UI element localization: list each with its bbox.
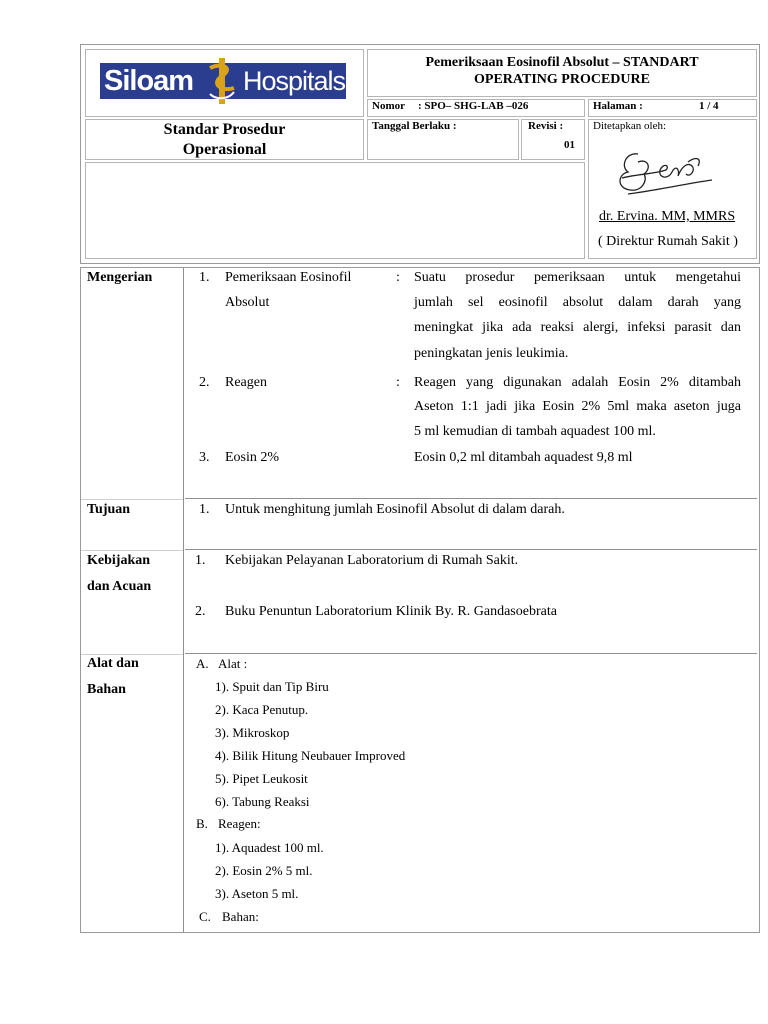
tujuan-label: Tujuan xyxy=(87,502,131,517)
term-text: Eosin 2% xyxy=(225,450,280,465)
logo-right-text: Hospitals xyxy=(243,66,346,96)
row-divider-1 xyxy=(185,498,757,499)
definition-line: Eosin 0,2 ml ditambah aquadest 9,8 ml xyxy=(414,450,633,465)
term-text: Absolut xyxy=(225,295,270,310)
row-divider-2b xyxy=(81,550,183,551)
siloam-logo xyxy=(100,60,346,102)
kebijakan-label-line1: Kebijakan xyxy=(87,553,151,568)
alat-label-line2: Bahan xyxy=(87,682,126,697)
kebijakan-text: Kebijakan Pelayanan Laboratorium di Rumah Sakit. xyxy=(225,553,519,568)
row-divider-3 xyxy=(185,653,757,654)
definition-line: Reagen yang digunakan adalah Eosin 2% ditambah xyxy=(414,375,741,390)
list-item: 5). Pipet Leukosit xyxy=(215,771,308,786)
sop-line2: Operasional xyxy=(182,141,267,158)
blank-cell xyxy=(85,162,585,259)
list-item: 1). Spuit dan Tip Biru xyxy=(215,679,329,694)
list-item: 3). Mikroskop xyxy=(215,725,290,740)
group-title: Bahan: xyxy=(222,909,259,924)
list-item: 2). Eosin 2% 5 ml. xyxy=(215,863,313,878)
term-colon: : xyxy=(396,270,400,285)
list-item: 2). Kaca Penutup. xyxy=(215,702,309,717)
signer-title: ( Direktur Rumah Sakit ) xyxy=(598,234,738,249)
list-item: 3). Aseton 5 ml. xyxy=(215,886,299,901)
group-title: Reagen: xyxy=(218,816,261,831)
item-number: 1. xyxy=(195,553,206,568)
sop-line1: Standar Prosedur xyxy=(163,121,286,138)
content-table xyxy=(80,267,760,933)
mengerian-label: Mengerian xyxy=(87,270,153,285)
tujuan-text: Untuk menghitung jumlah Eosinofil Absolut di dalam darah. xyxy=(225,502,565,517)
definition-line: meningkat jika ada reaksi alergi, infeksi parasit dan xyxy=(414,320,741,335)
row-divider-2 xyxy=(185,549,757,550)
definition-line: 5 ml kemudian di tambah aquadest 100 ml. xyxy=(414,424,656,439)
kebijakan-text: Buku Penuntun Laboratorium Klinik By. R. Gandasoebrata xyxy=(225,604,557,619)
signer-name: dr. Ervina. MM, MMRS xyxy=(599,209,736,224)
row-divider-3b xyxy=(81,654,183,655)
item-number: 1. xyxy=(199,270,210,285)
nomor-label: Nomor xyxy=(372,100,405,112)
nomor-value: : SPO– SHG-LAB –026 xyxy=(418,100,529,112)
definition-line: Suatu prosedur pemeriksaan untuk mengetahui xyxy=(414,270,741,285)
item-number: 3. xyxy=(199,450,210,465)
logo-cross-icon xyxy=(202,58,242,104)
label-column-divider xyxy=(183,268,184,932)
logo-left-text: Siloam xyxy=(104,65,194,97)
group-letter: B. xyxy=(196,816,208,831)
definition-line: Aseton 1:1 jadi jika Eosin 2% 5ml maka aseton juga xyxy=(414,399,741,414)
term-colon: : xyxy=(396,375,400,390)
item-number: 2. xyxy=(195,604,206,619)
definition-line: peningkatan jenis leukimia. xyxy=(414,346,569,361)
list-item: 4). Bilik Hitung Neubauer Improved xyxy=(215,748,406,763)
tanggal-label: Tanggal Berlaku : xyxy=(372,120,457,132)
group-letter: C. xyxy=(199,909,211,924)
revisi-label: Revisi : xyxy=(528,120,564,132)
row-divider-1b xyxy=(81,499,183,500)
kebijakan-label-line2: dan Acuan xyxy=(87,579,152,594)
list-item: 1). Aquadest 100 ml. xyxy=(215,840,324,855)
ditetapkan-label: Ditetapkan oleh: xyxy=(593,120,667,132)
group-letter: A. xyxy=(196,656,209,671)
alat-label-line1: Alat dan xyxy=(87,656,139,671)
term-text: Reagen xyxy=(225,375,267,390)
term-text: Pemeriksaan Eosinofil xyxy=(225,270,352,285)
group-title: Alat : xyxy=(218,656,248,671)
signature-image xyxy=(608,144,720,200)
item-number: 2. xyxy=(199,375,210,390)
definition-line: jumlah sel eosinofil absolut dalam darah yang xyxy=(414,295,741,310)
item-number: 1. xyxy=(199,502,210,517)
halaman-value: 1 / 4 xyxy=(699,100,719,112)
doc-title-line1: Pemeriksaan Eosinofil Absolut – STANDART xyxy=(425,55,699,70)
revisi-value: 01 xyxy=(564,139,575,151)
list-item: 6). Tabung Reaksi xyxy=(215,794,310,809)
doc-title-line2: OPERATING PROCEDURE xyxy=(474,72,650,87)
halaman-label: Halaman : xyxy=(593,100,643,112)
